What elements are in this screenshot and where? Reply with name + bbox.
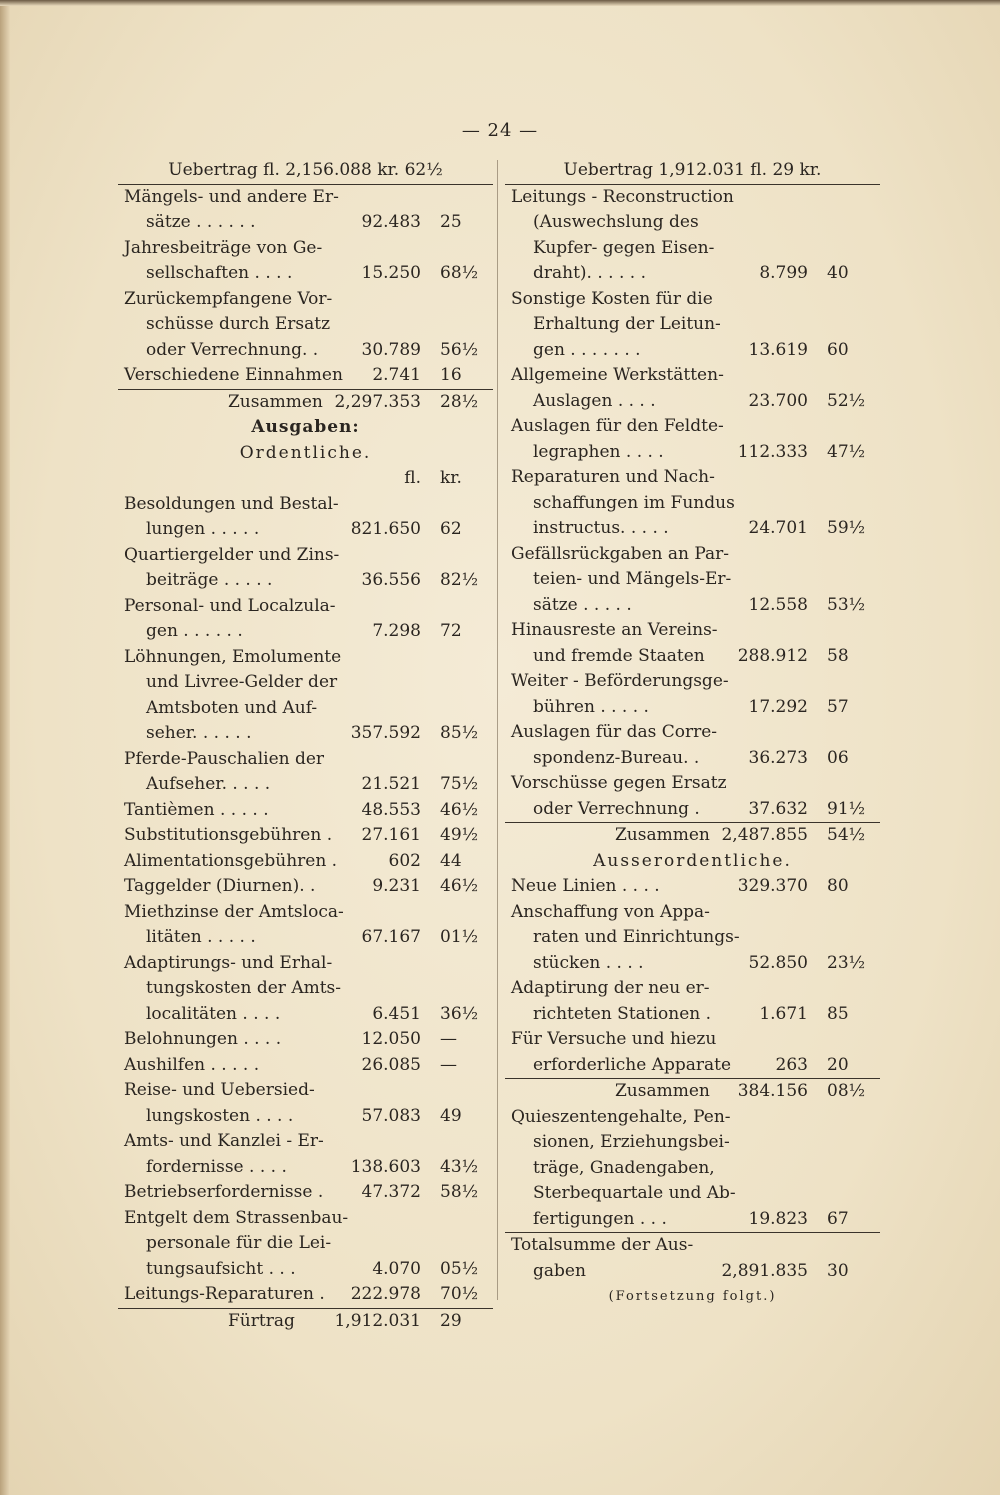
col-header-kr: kr. [440,468,462,488]
entry-kr: 67 [827,1208,849,1229]
total-fl: 2,487.855 [721,825,808,845]
entry-kr: 43½ [440,1156,479,1177]
ledger-row [118,747,493,773]
entry-fl: 329.370 [737,876,808,896]
entry-label: Aufseher. . . . . [146,774,271,794]
total-label: Fürtrag [228,1310,295,1331]
ledger-row [118,670,493,696]
entry-kr: 82½ [440,570,479,590]
ledger-row [505,338,880,364]
right-column [505,158,880,1310]
entry-label: Sterbequartale und Ab- [533,1183,736,1203]
ledger-row [118,287,493,313]
entry-label: Auslagen für das Corre- [511,722,718,742]
entry-label: Alimentationsgebühren . [124,850,338,871]
ledger-row [505,746,880,772]
ledger-row [505,158,880,185]
entry-label: träge, Gnadengaben, [533,1157,715,1178]
entry-fl: 36.556 [361,570,421,590]
entry-label: und fremde Staaten [533,645,705,666]
entry-label: Besoldungen und Bestal- [124,493,339,514]
entry-kr: 49 [440,1105,462,1126]
ledger-row [505,414,880,440]
entry-kr: 60 [827,339,849,360]
entry-fl: 7.298 [372,621,421,641]
entry-label: Leitungs-Reparaturen . [124,1284,325,1304]
entry-fl: 36.273 [748,747,808,768]
entry-label: Vorschüsse gegen Ersatz [511,773,727,793]
ledger-row [505,363,880,389]
entry-kr: 25 [440,212,462,232]
ledger-row [505,874,880,900]
ledger-row [505,516,880,542]
entry-fl: 92.483 [361,212,421,232]
ledger-row [118,517,493,543]
entry-kr: 58½ [440,1182,479,1202]
entry-label: raten und Einrichtungs- [533,927,740,947]
ledger-row [118,1231,493,1257]
entry-label: lungskosten . . . . [146,1105,294,1126]
entry-label: Substitutionsgebühren . [124,825,333,845]
extraordinary-heading: Ausserordentliche. [593,850,792,871]
ledger-row [118,210,493,236]
ledger-row [118,1155,493,1181]
entry-fl: 12.050 [361,1029,421,1049]
ledger-row [118,798,493,824]
entry-kr: 20 [827,1054,849,1075]
ledger-row [505,236,880,262]
ledger-row [118,185,493,211]
ledger-row [118,594,493,620]
entry-fl: 19.823 [748,1208,808,1229]
entry-label: sellschaften . . . . [146,263,293,283]
entry-fl: 8.799 [759,263,808,283]
entry-label: Pferde-Pauschalien der [124,748,325,769]
ledger-row [118,849,493,875]
entry-kr: 01½ [440,927,479,947]
ledger-row [505,1181,880,1207]
ledger-row [505,1259,880,1285]
entry-kr: — [440,1054,457,1075]
ledger-row [118,543,493,569]
ledger-row [505,849,880,875]
entry-label: Taggelder (Diurnen). . [124,876,316,896]
entry-label: schüsse durch Ersatz [146,314,331,334]
entry-label: Amtsboten und Auf- [146,697,318,718]
entry-label: Belohnungen . . . . [124,1029,282,1049]
ledger-row [505,771,880,797]
ledger-row [118,1078,493,1104]
entry-label: Quieszentengehalte, Pen- [511,1106,731,1127]
ledger-row [118,874,493,900]
ledger-row [505,1232,880,1259]
entry-label: sätze . . . . . . [146,212,256,232]
entry-label: draht). . . . . . [533,263,646,283]
entry-kr: 57 [827,696,849,717]
ledger-row [118,951,493,977]
entry-label: oder Verrechnung. . [146,339,319,360]
ledger-row [118,1129,493,1155]
entry-fl: 12.558 [748,594,808,615]
entry-label: Auslagen für den Feldte- [511,416,724,436]
ledger-row [505,951,880,977]
entry-fl: 15.250 [361,263,421,283]
entry-label: Allgemeine Werkstätten- [511,365,724,385]
ledger-row [505,389,880,415]
entry-label: Verschiedene Einnahmen [124,365,343,385]
ledger-row [118,466,493,492]
entry-label: gen . . . . . . . [533,339,641,360]
entry-fl: 47.372 [361,1182,421,1202]
entry-fl: 357.592 [350,723,421,743]
entry-kr: 44 [440,850,462,871]
total-label: Zusammen [615,825,710,845]
ledger-row [505,1053,880,1079]
entry-label: Betriebserfordernisse . [124,1182,324,1202]
entry-label: fertigungen . . . [533,1208,667,1229]
ledger-row [505,210,880,236]
ledger-row [505,287,880,313]
ledger-row [118,338,493,364]
entry-kr: 53½ [827,594,866,615]
ledger-row [505,542,880,568]
total-fl: 384.156 [737,1081,808,1101]
entry-label: erforderliche Apparate [533,1054,732,1075]
entry-label: schaffungen im Fundus [533,492,735,513]
entry-fl: 9.231 [372,876,421,896]
entry-kr: 59½ [827,518,866,538]
ledger-row [505,1207,880,1233]
entry-label: Kupfer- gegen Eisen- [533,237,715,258]
entry-kr: 40 [827,263,849,283]
ledger-row [505,695,880,721]
entry-label: Gefällsrückgaben an Par- [511,543,730,564]
entry-label: Reparaturen und Nach- [511,467,715,487]
entry-label: teien- und Mängels-Er- [533,569,732,589]
ledger-row [118,619,493,645]
entry-label: gen . . . . . . [146,621,243,641]
entry-label: Neue Linien . . . . [511,876,660,896]
entry-fl: 1.671 [759,1003,808,1024]
entry-label: gaben [533,1260,586,1281]
entry-fl: 138.603 [350,1156,421,1177]
ledger-row [505,797,880,823]
page-top-edge [0,0,1000,6]
total-label: Zusammen [615,1081,710,1101]
entry-fl: 52.850 [748,952,808,973]
entry-fl: 6.451 [372,1003,421,1024]
ledger-row [118,645,493,671]
entry-label: Reise- und Uebersied- [124,1080,315,1100]
ledger-row [505,465,880,491]
entry-label: stücken . . . . [533,952,644,973]
entry-label: Jahresbeiträge von Ge- [124,237,323,258]
entry-label: legraphen . . . . [533,441,664,462]
entry-label: fordernisse . . . . [146,1156,287,1177]
entry-kr: 85 [827,1003,849,1024]
entry-label: Anschaffung von Appa- [511,901,710,922]
ledger-row [505,644,880,670]
entry-fl: 17.292 [748,696,808,717]
entry-label: richteten Stationen . [533,1003,712,1024]
entry-fl: 48.553 [361,799,421,820]
ledger-row [118,158,493,185]
entry-kr: 30 [827,1260,849,1281]
entry-label: Miethzinse der Amtsloca- [124,901,344,922]
ledger-row [118,1257,493,1283]
ledger-row [505,1105,880,1131]
entry-label: tungsaufsicht . . . [146,1258,296,1279]
entry-fl: 222.978 [350,1284,421,1304]
expenses-heading: Ausgaben: [251,417,360,437]
entry-fl: 26.085 [361,1054,421,1075]
entry-kr: 49½ [440,825,479,845]
ledger-row [505,261,880,287]
ledger-row [118,363,493,389]
entry-fl: 602 [388,850,421,871]
entry-fl: 13.619 [748,339,808,360]
entry-fl: 288.912 [737,645,808,666]
entry-fl: 27.161 [361,825,421,845]
ledger-row [505,925,880,951]
entry-label: seher. . . . . . [146,723,252,743]
page-number: — 24 — [461,120,539,141]
entry-kr: 91½ [827,798,866,819]
ordinary-heading: Ordentliche. [239,442,372,463]
entry-fl: 57.083 [361,1105,421,1126]
entry-label: Löhnungen, Emolumente [124,646,342,667]
entry-kr: 85½ [440,723,479,743]
continuation-note: (Fortsetzung folgt.) [608,1289,777,1304]
entry-fl: 67.167 [361,927,421,947]
entry-fl: 263 [775,1054,808,1075]
entry-kr: 72 [440,621,462,641]
ledger-row [118,1206,493,1232]
entry-label: sionen, Erziehungsbei- [533,1132,730,1152]
ledger-row [118,1027,493,1053]
entry-kr: — [440,1029,457,1049]
entry-fl: 821.650 [350,519,421,539]
entry-label: oder Verrechnung . [533,798,700,819]
entry-label: personale für die Lei- [146,1233,332,1253]
entry-label: beiträge . . . . . [146,570,273,590]
entry-kr: 47½ [827,441,866,462]
ledger-row [118,1002,493,1028]
ledger-row [505,669,880,695]
entry-kr: 52½ [827,390,866,411]
ledger-row [505,822,880,849]
entry-label: tungskosten der Amts- [146,978,342,998]
entry-label: lungen . . . . . [146,519,260,539]
ledger-row [118,492,493,518]
entry-label: Für Versuche und hiezu [511,1029,717,1049]
entry-kr: 05½ [440,1258,479,1279]
entry-label: Erhaltung der Leitun- [533,314,721,334]
entry-label: Aushilfen . . . . . [124,1054,260,1075]
entry-fl: 21.521 [361,774,421,794]
ledger-row [118,415,493,441]
ledger-row [505,1130,880,1156]
entry-label: Weiter - Beförderungsge- [511,671,729,691]
ledger-row [505,720,880,746]
ledger-row [118,976,493,1002]
ledger-row [118,261,493,287]
entry-label: Mängels- und andere Er- [124,186,339,207]
ledger-row [118,823,493,849]
entry-label: spondenz-Bureau. . [533,747,700,768]
entry-label: Amts- und Kanzlei - Er- [124,1131,324,1151]
ledger-row [505,440,880,466]
entry-fl: 112.333 [737,441,808,462]
ledger-row [505,1027,880,1053]
entry-label: litäten . . . . . [146,927,256,947]
ledger-row [505,1078,880,1105]
ledger-row [505,976,880,1002]
ledger-row [118,925,493,951]
entry-kr: 06 [827,747,849,768]
entry-kr: 16 [440,365,462,385]
entry-label: Totalsumme der Aus- [511,1235,694,1255]
entry-label: Entgelt dem Strassenbau- [124,1207,349,1228]
entry-kr: 58 [827,645,849,666]
entry-fl: 4.070 [372,1258,421,1279]
ledger-row [118,441,493,467]
ledger-row [505,491,880,517]
entry-label: Hinausreste an Vereins- [511,620,718,640]
page-binding-edge [0,0,10,1495]
entry-kr: 62 [440,519,462,539]
col-header-fl: fl. [404,468,421,488]
ledger-row [118,1104,493,1130]
carry-in: Uebertrag fl. 2,156.088 kr. 62½ [168,160,443,180]
entry-kr: 36½ [440,1003,479,1024]
ledger-row [118,1308,493,1335]
ledger-row [505,593,880,619]
ledger-row [505,900,880,926]
column-divider [497,160,498,1300]
entry-fl: 30.789 [361,339,421,360]
ledger-row [118,1180,493,1206]
total-kr: 29 [440,1310,462,1331]
entry-kr: 68½ [440,263,479,283]
entry-label: sätze . . . . . [533,594,632,615]
total-fl: 2,297.353 [334,391,421,412]
ledger-row [505,1284,880,1310]
entry-label: Zurückempfangene Vor- [124,288,333,309]
entry-label: Tantièmen . . . . . [124,799,269,820]
ledger-row [118,1053,493,1079]
total-fl: 1,912.031 [334,1310,421,1331]
ledger-row [118,721,493,747]
total-kr: 54½ [827,825,866,845]
ledger-row [505,1002,880,1028]
entry-fl: 23.700 [748,390,808,411]
total-kr: 08½ [827,1081,866,1101]
entry-label: Adaptirungs- und Erhal- [124,952,333,973]
entry-label: (Auswechslung des [533,212,699,232]
ledger-row [505,1156,880,1182]
ledger-row [118,1282,493,1308]
ledger-row [505,185,880,211]
ledger-row [118,312,493,338]
entry-fl: 2.741 [372,365,421,385]
entry-kr: 80 [827,876,849,896]
entry-label: instructus. . . . . [533,518,669,538]
ledger-row [118,772,493,798]
entry-label: und Livree-Gelder der [146,672,338,692]
ledger-row [505,567,880,593]
entry-label: Leitungs - Reconstruction [511,186,734,207]
left-column [118,158,493,1334]
ledger-row [505,618,880,644]
entry-kr: 70½ [440,1284,479,1304]
entry-kr: 75½ [440,774,479,794]
entry-label: localitäten . . . . [146,1003,281,1024]
ledger-row [118,236,493,262]
total-kr: 28½ [440,391,479,412]
entry-fl: 2,891.835 [721,1260,808,1281]
ledger-row [118,568,493,594]
entry-label: Sonstige Kosten für die [511,288,713,309]
entry-label: Quartiergelder und Zins- [124,544,340,565]
entry-kr: 23½ [827,952,866,973]
entry-kr: 56½ [440,339,479,360]
ledger-row [118,696,493,722]
entry-fl: 24.701 [748,518,808,538]
entry-fl: 37.632 [748,798,808,819]
ledger-row [118,900,493,926]
ledger-row [118,389,493,416]
ledger-row [505,312,880,338]
entry-label: bühren . . . . . [533,696,649,717]
entry-kr: 46½ [440,876,479,896]
total-label: Zusammen [228,391,323,412]
entry-label: Auslagen . . . . [533,390,656,411]
entry-label: Adaptirung der neu er- [511,978,710,998]
entry-kr: 46½ [440,799,479,820]
carry-in: Uebertrag 1,912.031 fl. 29 kr. [563,160,822,180]
entry-label: Personal- und Localzula- [124,595,336,616]
